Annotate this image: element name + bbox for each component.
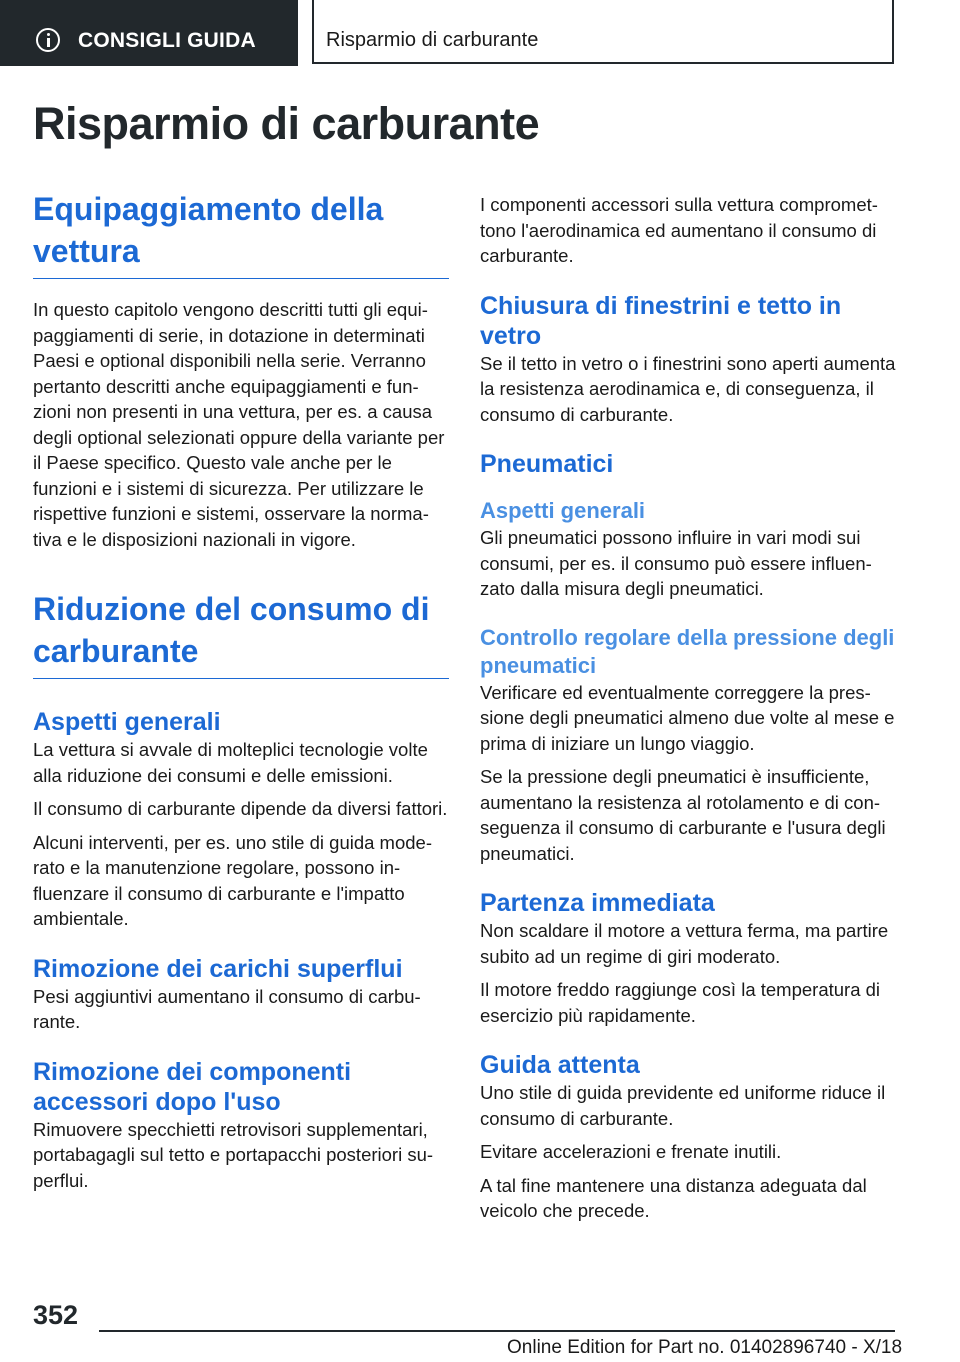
heading-finestrini: Chiusura di finestrini e tetto in vetro — [480, 291, 842, 350]
heading-equipaggiamento: Equipaggiamento della vettura — [33, 188, 449, 279]
left-column — [33, 188, 449, 1193]
paragraph-componenti: Rimuovere specchietti retrovisori supplementari, portabagagli sul tetto e portapacchi posteriori superflui. — [33, 1118, 434, 1191]
paragraph-controllo-1: Verificare ed eventualmente correggere la pressione degli pneumatici almeno due volte al mese e prima di iniziare un lungo viaggio. — [480, 681, 895, 754]
heading-controllo-pressione: Controllo regolare della pressione degli pneumatici — [480, 624, 895, 678]
section-header-box — [312, 0, 894, 64]
chapter-tab — [0, 0, 298, 66]
heading-pneumatici: Pneumatici — [480, 450, 614, 478]
paragraph-partenza-1: Non scaldare il motore a vettura ferma, ma partire subito ad un regime di giri moderato. — [480, 920, 889, 967]
heading-componenti-accessori: Rimozione dei componenti accessori dopo l'uso — [33, 1057, 352, 1116]
heading-carichi-superflui: Rimozione dei carichi superflui — [33, 954, 403, 983]
heading-pneumatici-aspetti: Aspetti generali — [480, 498, 646, 523]
chapter-label: CONSIGLI GUIDA — [78, 29, 256, 52]
paragraph-componenti-cont: I componenti accessori sulla vettura compromettono l'aerodinamica ed aumentano il consumo di carburante. — [480, 194, 878, 266]
paragraph-aspetti-1: La vettura si avvale di molteplici tecnologie volte alla riduzione dei consumi e delle emissioni. — [33, 739, 428, 786]
heading-riduzione-consumo: Riduzione del consumo di carburante — [33, 588, 449, 679]
paragraph-guida-1: Uno stile di guida previdente ed uniforme riduce il consumo di carburante. — [480, 1082, 886, 1129]
paragraph-controllo-2: Se la pressione degli pneumatici è insufficiente, aumentano la resistenza al rotolamento e di conseguenza il consumo di carburante e l'usura degli pneumatici. — [480, 766, 886, 864]
info-icon — [36, 28, 60, 52]
paragraph-finestrini: Se il tetto in vetro o i finestrini sono aperti aumenta la resistenza aerodinamica e, di conseguenza, il consumo di carburante. — [480, 352, 896, 425]
paragraph-guida-3: A tal fine mantenere una distanza adeguata dal veicolo che precede. — [480, 1174, 867, 1221]
paragraph-guida-2: Evitare accelerazioni e frenate inutili. — [480, 1141, 782, 1162]
heading-partenza: Partenza immediata — [480, 889, 715, 917]
page-header — [0, 0, 960, 66]
right-column — [480, 192, 896, 1224]
paragraph-partenza-2: Il motore freddo raggiunge così la temperatura di esercizio più rapidamente. — [480, 979, 881, 1026]
footer-edition: Online Edition for Part no. 01402896740 - X/18 — [507, 1337, 903, 1358]
footer-divider — [99, 1330, 895, 1332]
paragraph-aspetti-2: Il consumo di carburante dipende da diversi fattori. — [33, 798, 448, 819]
heading-aspetti-generali: Aspetti generali — [33, 708, 221, 736]
paragraph-carichi: Pesi aggiuntivi aumentano il consumo di carburante. — [33, 985, 421, 1032]
section-label: Risparmio di carburante — [326, 29, 539, 51]
page-number: 352 — [33, 1300, 79, 1330]
page-title: Risparmio di carburante — [33, 98, 540, 149]
paragraph-aspetti-3: Alcuni interventi, per es. uno stile di guida moderato e la manutenzione regolare, possono influenzare il consumo di carburante e l'impatto ambientale. — [33, 831, 433, 929]
heading-guida-attenta: Guida attenta — [480, 1051, 640, 1079]
paragraph-equipaggiamento: In questo capitolo vengono descritti tutti gli equipaggiamenti di serie, in dotazione in determinati Paesi e optional disponibili nella serie. Verranno pertanto descritti anche equipaggiamenti e funzioni non presenti in una vettura, per es. a causa degli optional selezionati oppure della variante per il Paese specifico. Questo vale anche per le funzioni e i sistemi di sicurezza. Per utilizzare le rispettive funzioni e sistemi, osservare la normativa e le disposizioni nazionali in vigore. — [33, 299, 445, 550]
paragraph-pneumatici-aspetti: Gli pneumatici possono influire in vari modi sui consumi, per es. il consumo può essere influenzato dalla misura degli pneumatici. — [480, 527, 872, 599]
